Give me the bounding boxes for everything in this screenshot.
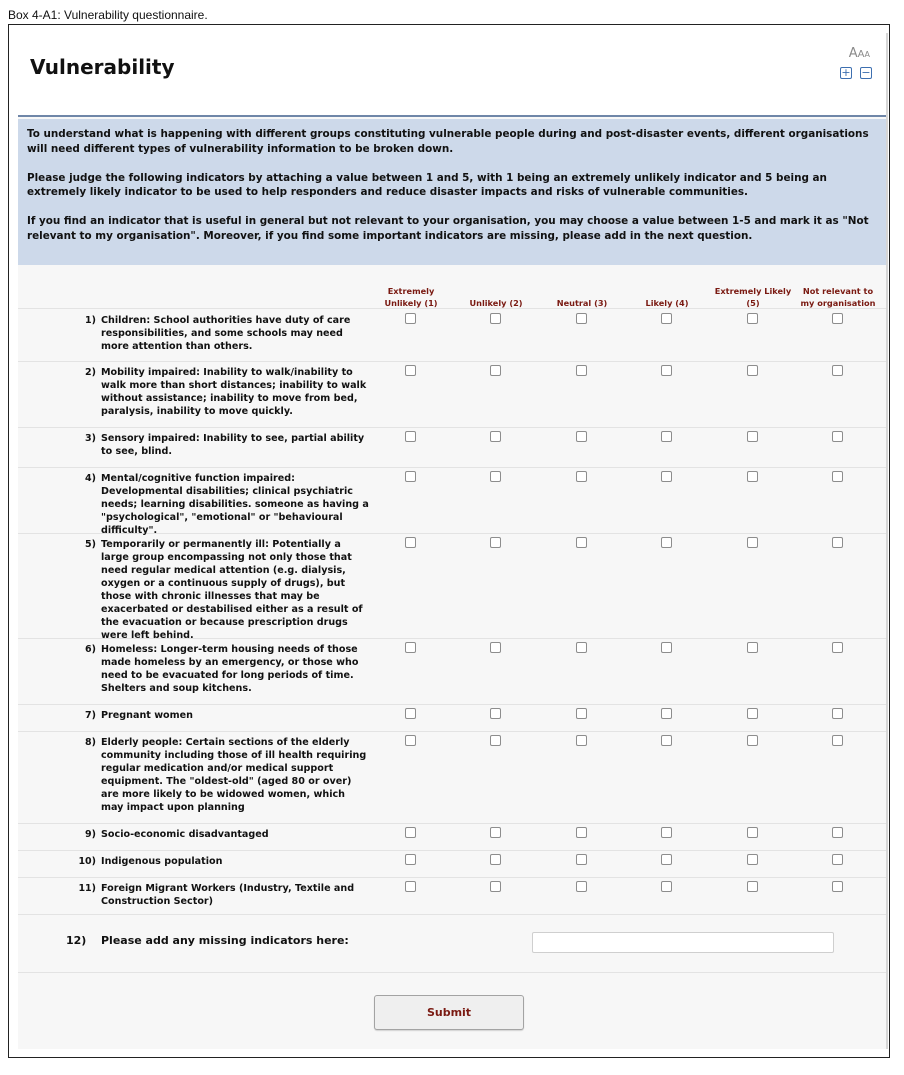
caption-prefix: Box 4-A1:	[8, 8, 61, 22]
checkbox-neutral[interactable]	[576, 881, 587, 892]
submit-button[interactable]: Submit	[374, 995, 524, 1030]
missing-indicators-input[interactable]	[532, 932, 834, 953]
checkbox-likely[interactable]	[661, 471, 672, 482]
figure-frame	[8, 24, 890, 1058]
checkbox-unlikely[interactable]	[490, 708, 501, 719]
checkbox-unlikely[interactable]	[490, 642, 501, 653]
checkbox-extremely-unlikely[interactable]	[405, 471, 416, 482]
question-number: 9)	[85, 829, 96, 840]
checkbox-extremely-likely[interactable]	[747, 708, 758, 719]
checkbox-not-relevant[interactable]	[832, 431, 843, 442]
question-row	[18, 732, 886, 824]
checkbox-extremely-unlikely[interactable]	[405, 313, 416, 324]
missing-indicators-row	[18, 915, 886, 973]
checkbox-not-relevant[interactable]	[832, 735, 843, 746]
checkbox-neutral[interactable]	[576, 708, 587, 719]
question-text: Children: School authorities have duty of care responsibilities, and some schools may need more attention than others.	[101, 315, 351, 352]
checkbox-not-relevant[interactable]	[832, 471, 843, 482]
checkbox-not-relevant[interactable]	[832, 365, 843, 376]
checkbox-unlikely[interactable]	[490, 471, 501, 482]
decrease-font-button[interactable]	[860, 67, 872, 79]
checkbox-likely[interactable]	[661, 365, 672, 376]
question-text: Elderly people: Certain sections of the elderly community including those of ill health requiring regular medication and/or medical support equipment. The "oldest-old" (aged 80 or over) are more likely to be widowed women, which may impact upon planning	[101, 737, 367, 813]
checkbox-unlikely[interactable]	[490, 537, 501, 548]
checkbox-likely[interactable]	[661, 537, 672, 548]
question-text: Sensory impaired: Inability to see, partial ability to see, blind.	[101, 433, 365, 457]
checkbox-extremely-unlikely[interactable]	[405, 431, 416, 442]
caption-text: Vulnerability questionnaire.	[60, 8, 208, 22]
survey-header	[18, 33, 886, 117]
checkbox-likely[interactable]	[661, 827, 672, 838]
question-number: 5)	[85, 539, 96, 550]
checkbox-not-relevant[interactable]	[832, 854, 843, 865]
checkbox-extremely-unlikely[interactable]	[405, 827, 416, 838]
survey-panel	[18, 33, 888, 1049]
checkbox-unlikely[interactable]	[490, 313, 501, 324]
figure-caption	[8, 8, 208, 22]
missing-indicators-label: Please add any missing indicators here:	[101, 934, 349, 947]
checkbox-extremely-likely[interactable]	[747, 642, 758, 653]
question-row	[18, 428, 886, 468]
checkbox-neutral[interactable]	[576, 431, 587, 442]
checkbox-not-relevant[interactable]	[832, 881, 843, 892]
checkbox-likely[interactable]	[661, 708, 672, 719]
checkbox-not-relevant[interactable]	[832, 827, 843, 838]
checkbox-extremely-unlikely[interactable]	[405, 881, 416, 892]
checkbox-extremely-likely[interactable]	[747, 471, 758, 482]
checkbox-neutral[interactable]	[576, 827, 587, 838]
checkbox-likely[interactable]	[661, 431, 672, 442]
checkbox-extremely-unlikely[interactable]	[405, 708, 416, 719]
question-number: 8)	[85, 737, 96, 748]
question-number: 11)	[78, 883, 96, 894]
instructions-paragraph: To understand what is happening with different groups constituting vulnerable people during and post-disaster events, different organisations will need different types of vulnerability information to be broken down.	[27, 128, 869, 155]
checkbox-not-relevant[interactable]	[832, 642, 843, 653]
checkbox-unlikely[interactable]	[490, 827, 501, 838]
column-header-extremely-unlikely: Extremely Unlikely (1)	[384, 286, 438, 308]
checkbox-extremely-likely[interactable]	[747, 735, 758, 746]
checkbox-neutral[interactable]	[576, 471, 587, 482]
checkbox-extremely-unlikely[interactable]	[405, 854, 416, 865]
question-number: 10)	[78, 856, 96, 867]
column-header-extremely-likely: Extremely Likely (5)	[714, 286, 792, 308]
question-row	[18, 851, 886, 878]
checkbox-unlikely[interactable]	[490, 881, 501, 892]
checkbox-not-relevant[interactable]	[832, 537, 843, 548]
question-text: Indigenous population	[101, 856, 223, 867]
checkbox-not-relevant[interactable]	[832, 708, 843, 719]
checkbox-unlikely[interactable]	[490, 431, 501, 442]
checkbox-likely[interactable]	[661, 313, 672, 324]
question-text: Socio-economic disadvantaged	[101, 829, 269, 840]
instructions-paragraph: If you find an indicator that is useful in general but not relevant to your organisation, you may choose a value between 1-5 and mark it as "Not relevant to my organisation". Moreover, if you find some important indicators are missing, please add in the next question.	[27, 215, 869, 242]
question-number: 7)	[85, 710, 96, 721]
question-number: 12)	[66, 934, 87, 947]
question-number: 6)	[85, 644, 96, 655]
checkbox-extremely-unlikely[interactable]	[405, 642, 416, 653]
column-header-neutral: Neutral (3)	[556, 298, 608, 308]
checkbox-neutral[interactable]	[576, 313, 587, 324]
question-row	[18, 824, 886, 851]
checkbox-neutral[interactable]	[576, 854, 587, 865]
checkbox-extremely-likely[interactable]	[747, 431, 758, 442]
plus-square-icon: +	[841, 66, 851, 79]
checkbox-extremely-likely[interactable]	[747, 537, 758, 548]
column-header-not-relevant: Not relevant to my organisation	[800, 286, 876, 308]
checkbox-extremely-likely[interactable]	[747, 854, 758, 865]
question-text: Mental/cognitive function impaired: Developmental disabilities; clinical psychiatric needs; learning disabilities. someone as having a "psychological", "emotional" or "behavioural difficulty".	[101, 473, 369, 536]
checkbox-extremely-likely[interactable]	[747, 365, 758, 376]
checkbox-extremely-unlikely[interactable]	[405, 537, 416, 548]
page-title: Vulnerability	[30, 55, 175, 79]
checkbox-extremely-likely[interactable]	[747, 881, 758, 892]
question-row	[18, 468, 886, 534]
checkbox-likely[interactable]	[661, 854, 672, 865]
checkbox-unlikely[interactable]	[490, 365, 501, 376]
question-text: Temporarily or permanently ill: Potentially a large group encompassing not only those that need regular medical attention (e.g. dialysis, oxygen or a continuous supply of drugs), but those with chronic illnesses that may be exacerbated or destabilised either as a result of the evacuation or because prescription drugs were left behind.	[101, 539, 363, 641]
checkbox-neutral[interactable]	[576, 537, 587, 548]
question-number: 4)	[85, 473, 96, 484]
column-header-likely: Likely (4)	[645, 298, 689, 308]
question-row	[18, 878, 886, 915]
font-size-icon: AAA	[848, 46, 870, 61]
question-number: 1)	[85, 315, 96, 326]
checkbox-extremely-likely[interactable]	[747, 313, 758, 324]
question-number: 2)	[85, 367, 96, 378]
checkbox-not-relevant[interactable]	[832, 313, 843, 324]
question-text: Mobility impaired: Inability to walk/inability to walk more than short distances; inability to walk without assistance; inability to move from bed, paralysis, inability to move quickly.	[101, 367, 367, 417]
checkbox-neutral[interactable]	[576, 735, 587, 746]
increase-font-button[interactable]	[840, 67, 852, 79]
question-row	[18, 362, 886, 428]
checkbox-extremely-likely[interactable]	[747, 827, 758, 838]
checkbox-likely[interactable]	[661, 881, 672, 892]
minus-square-icon: −	[861, 66, 871, 79]
checkbox-extremely-unlikely[interactable]	[405, 735, 416, 746]
instructions-box	[18, 119, 886, 265]
checkbox-likely[interactable]	[661, 735, 672, 746]
question-number: 3)	[85, 433, 96, 444]
question-text: Foreign Migrant Workers (Industry, Textile and Construction Sector)	[101, 883, 355, 907]
rating-column-headers	[18, 283, 886, 309]
question-row	[18, 639, 886, 705]
checkbox-unlikely[interactable]	[490, 735, 501, 746]
question-text: Homeless: Longer-term housing needs of those made homeless by an emergency, or those who need to be evacuated for long periods of time. Shelters and soup kitchens.	[101, 644, 359, 694]
question-row	[18, 310, 886, 362]
checkbox-neutral[interactable]	[576, 365, 587, 376]
question-row	[18, 534, 886, 639]
question-row	[18, 705, 886, 732]
checkbox-likely[interactable]	[661, 642, 672, 653]
column-header-unlikely: Unlikely (2)	[469, 298, 523, 308]
checkbox-neutral[interactable]	[576, 642, 587, 653]
checkbox-unlikely[interactable]	[490, 854, 501, 865]
question-text: Pregnant women	[101, 710, 193, 721]
checkbox-extremely-unlikely[interactable]	[405, 365, 416, 376]
instructions-paragraph: Please judge the following indicators by attaching a value between 1 and 5, with 1 being an extremely unlikely indicator and 5 being an extremely likely indicator to be used to help responders and reduce disaster impacts and risks of vulnerable communities.	[27, 171, 827, 198]
